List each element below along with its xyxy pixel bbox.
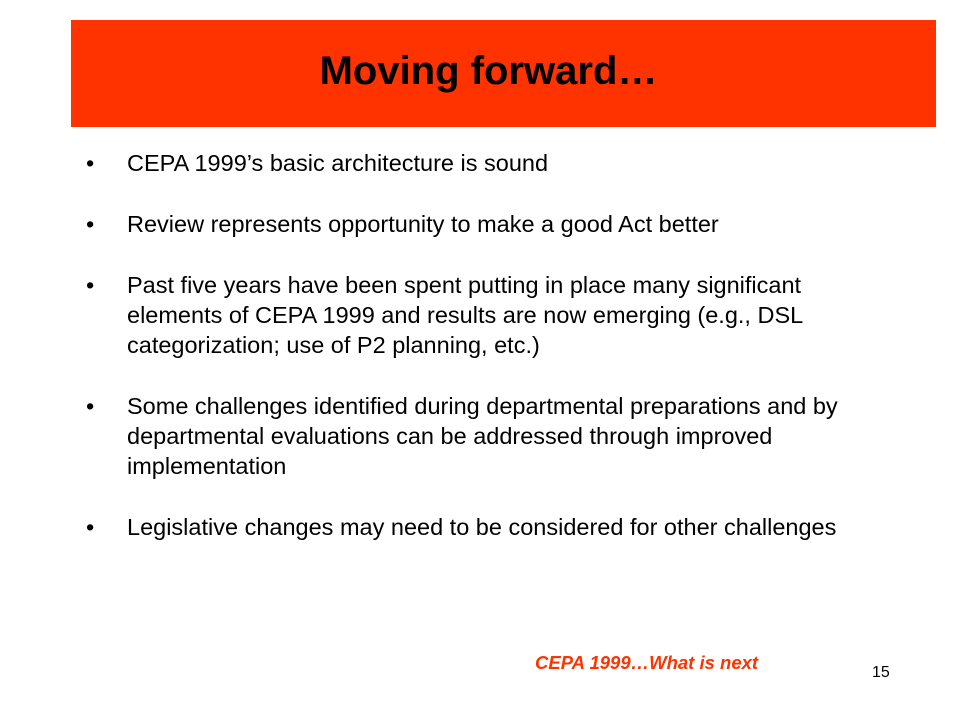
bullet-text: Legislative changes may need to be considered for other challenges <box>127 514 837 540</box>
bullet-item <box>82 209 882 239</box>
bullet-text: Review represents opportunity to make a good Act better <box>127 211 719 237</box>
bullet-text: Some challenges identified during departmental preparations and by departmental evaluations can be addressed through improved implementation <box>127 393 838 479</box>
bullet-item <box>82 148 882 178</box>
bullet-icon: • <box>86 393 95 419</box>
bullet-icon: • <box>86 514 95 540</box>
bullet-text: Past five years have been spent putting in place many significant elements of CEPA 1999 and results are now emerging (e.g., DSL categorization; use of P2 planning, etc.) <box>127 272 803 358</box>
bullet-icon: • <box>86 150 95 176</box>
bullet-text: CEPA 1999’s basic architecture is sound <box>127 150 549 176</box>
bullet-item <box>82 391 882 481</box>
bullet-item <box>82 270 882 360</box>
footer-text: CEPA 1999…What is next <box>535 652 759 673</box>
bullet-item <box>82 512 882 542</box>
bullet-icon: • <box>86 211 95 237</box>
slide-title: Moving forward… <box>319 49 658 93</box>
title-bar <box>71 20 936 127</box>
bullet-list <box>82 148 882 573</box>
bullet-icon: • <box>86 272 95 298</box>
page-number: 15 <box>872 664 890 681</box>
